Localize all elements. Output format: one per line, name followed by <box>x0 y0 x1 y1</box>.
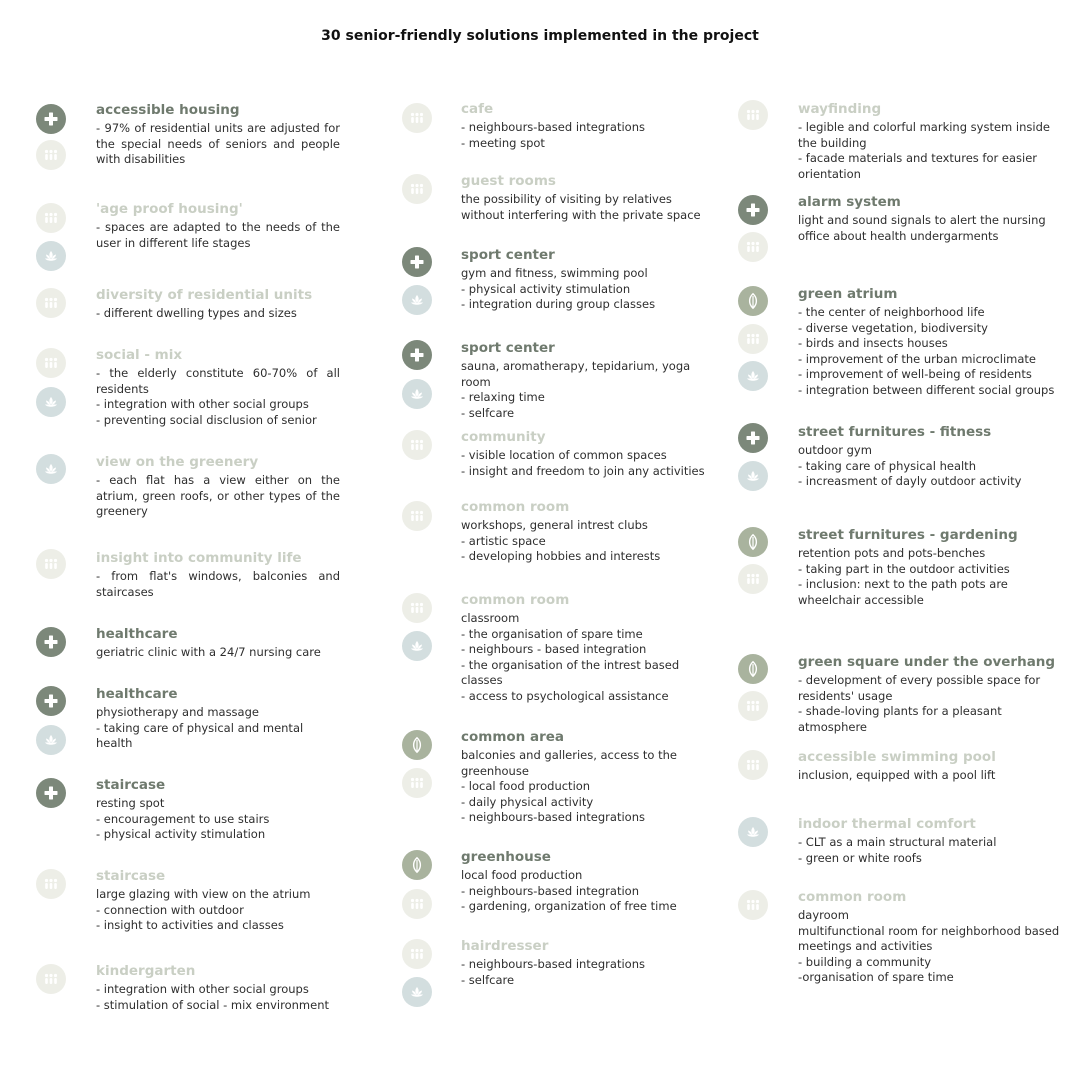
people-icon <box>738 564 768 594</box>
solution-description-line: - taking part in the outdoor activities <box>798 561 1010 576</box>
solution-sport-center <box>461 339 711 421</box>
solution-title: sport center <box>461 247 555 263</box>
lotus-icon <box>36 454 66 484</box>
people-icon <box>402 103 432 133</box>
solution-title: healthcare <box>96 686 178 702</box>
people-icon <box>36 348 66 378</box>
people-icon <box>36 964 66 994</box>
solution-description-line: - insight and freedom to join any activities <box>461 463 705 478</box>
solution-title: staircase <box>96 777 166 793</box>
solution-accessible-swimming-pool <box>798 748 1070 784</box>
health-cross-icon <box>738 423 768 453</box>
lotus-icon <box>36 387 66 417</box>
solution-description-line: - relaxing time <box>461 390 545 404</box>
lotus-icon <box>738 361 768 391</box>
solution-description-line: - spaces are adapted to the needs of the user in different life stages <box>96 220 340 250</box>
health-cross-icon <box>36 686 66 716</box>
solution-description-line: - neighbours-based integrations <box>461 957 645 971</box>
solution-description-line: - shade-loving plants for a pleasant atmosphere <box>798 704 1002 734</box>
solution-description-line: - integration between different social groups <box>798 382 1055 397</box>
lotus-icon <box>738 817 768 847</box>
solution-description-line: - physical activity stimulation <box>96 827 266 841</box>
people-icon <box>36 549 66 579</box>
solution-description-line: resting spot <box>96 796 165 810</box>
solution-title: sport center <box>461 340 555 356</box>
people-icon <box>402 593 432 623</box>
solution-description-line: light and sound signals to alert the nursing office about health undergarments <box>798 213 1046 243</box>
solution-wayfinding <box>798 100 1070 182</box>
solution-green-atrium <box>798 285 1070 398</box>
solution-description-line: - the organisation of the intrest based classes <box>461 657 680 687</box>
solution-description-line: - local food production <box>461 779 591 793</box>
solution-description-line: - neighbours-based integrations <box>461 810 645 824</box>
solution-common-room <box>798 888 1070 986</box>
health-cross-icon <box>402 247 432 277</box>
lotus-icon <box>402 285 432 315</box>
solution-title: accessible housing <box>96 102 240 118</box>
solution-description-line: - inclusion: next to the path pots are wheelchair accessible <box>798 577 1008 607</box>
solution-title: green atrium <box>798 286 898 302</box>
solution-description-line: - the center of neighborhood life <box>798 305 985 319</box>
solution-description-line: - each flat has a view either on the atrium, green roofs, or other types of the greenery <box>96 473 340 518</box>
solution-description-line: - connection with outdoor <box>96 902 244 917</box>
people-icon <box>36 140 66 170</box>
solution-description-line: - increasment of dayly outdoor activity <box>798 474 1022 488</box>
people-icon <box>402 501 432 531</box>
solution-description-line: multifunctional room for neighborhood based meetings and activities <box>798 923 1060 953</box>
solution-description-line: - neighbours-based integration <box>461 883 639 898</box>
solution-kindergarten <box>96 962 340 1013</box>
solution-description-line: - integration with other social groups <box>96 982 309 996</box>
solution-description-line: -organisation of spare time <box>798 970 954 984</box>
people-icon <box>402 939 432 969</box>
leaf-icon <box>402 850 432 880</box>
solution-healthcare <box>96 625 340 661</box>
people-icon <box>36 288 66 318</box>
solution-description-line: - birds and insects houses <box>798 336 948 350</box>
solution-title: common area <box>461 729 565 745</box>
solution-title: green square under the overhang <box>798 654 1056 670</box>
solution-description-line: - development of every possible space for residents' usage <box>798 673 1041 703</box>
solution-title: guest rooms <box>461 173 556 189</box>
solution-description-line: - integration during group classes <box>461 297 656 311</box>
solution-description-line: - diverse vegetation, biodiversity <box>798 320 988 335</box>
solution-title: staircase <box>96 868 166 884</box>
leaf-icon <box>738 527 768 557</box>
health-cross-icon <box>36 104 66 134</box>
solution-title: view on the greenery <box>96 454 259 470</box>
solution-sport-center <box>461 246 711 313</box>
solution-description-line: - gardening, organization of free time <box>461 899 677 913</box>
lotus-icon <box>402 631 432 661</box>
solution-cafe <box>461 100 711 151</box>
health-cross-icon <box>36 627 66 657</box>
solution-description-line: - the elderly constitute 60-70% of all residents <box>96 366 340 396</box>
solution-description-line: workshops, general intrest clubs <box>461 518 648 532</box>
people-icon <box>402 889 432 919</box>
people-icon <box>738 890 768 920</box>
solution-greenhouse <box>461 848 711 915</box>
solution-title: 'age proof housing' <box>96 201 243 217</box>
people-icon <box>738 100 768 130</box>
solution-description-line: - neighbours - based integration <box>461 642 647 656</box>
solution-age-proof-housing <box>96 200 340 251</box>
solution-description-line: - developing hobbies and interests <box>461 549 661 563</box>
solution-social-mix <box>96 346 340 428</box>
solution-description-line: - improvement of well-being of residents <box>798 367 1032 381</box>
solution-title: common room <box>798 889 907 905</box>
solution-title: street furnitures - fitness <box>798 424 992 440</box>
solution-description-line: - preventing social disclusion of senior <box>96 412 317 427</box>
solution-description-line: outdoor gym <box>798 443 872 457</box>
solution-title: common room <box>461 592 570 608</box>
solution-title: common room <box>461 499 570 515</box>
solution-title: diversity of residential units <box>96 287 313 303</box>
solution-title: kindergarten <box>96 963 196 979</box>
solution-description-line: - daily physical activity <box>461 794 594 809</box>
solution-description-line: - insight to activities and classes <box>96 918 284 932</box>
solution-title: community <box>461 429 546 445</box>
solution-indoor-thermal-comfort <box>798 815 1070 866</box>
lotus-icon <box>36 725 66 755</box>
solution-description-line: - visible location of common spaces <box>461 448 667 462</box>
solution-street-furnitures-fitness <box>798 423 1070 490</box>
lotus-icon <box>738 461 768 491</box>
solution-description-line: - stimulation of social - mix environment <box>96 997 330 1012</box>
solution-title: insight into community life <box>96 550 302 566</box>
people-icon <box>402 768 432 798</box>
solution-description-line: - green or white roofs <box>798 850 922 865</box>
solution-description-line: dayroom <box>798 908 849 922</box>
people-icon <box>402 430 432 460</box>
solution-description-line: - building a community <box>798 954 932 969</box>
solution-description-line: - access to psychological assistance <box>461 688 669 703</box>
solution-description-line: - integration with other social groups <box>96 397 309 411</box>
solution-insight-into-community-life <box>96 549 340 600</box>
solution-staircase <box>96 867 340 934</box>
solution-title: social - mix <box>96 347 183 363</box>
leaf-icon <box>738 654 768 684</box>
solution-description-line: the possibility of visiting by relatives without interfering with the private space <box>461 192 701 222</box>
solution-description-line: - from flat's windows, balconies and staircases <box>96 569 340 599</box>
solution-community <box>461 428 711 479</box>
solution-street-furnitures-gardening <box>798 526 1070 608</box>
solution-description-line: - taking care of physical and mental health <box>96 720 304 750</box>
solution-description-line: - meeting spot <box>461 135 545 150</box>
solution-description-line: - 97% of residential units are adjusted for the special needs of seniors and people with disabilities <box>96 121 340 166</box>
solution-title: cafe <box>461 101 494 117</box>
solution-staircase <box>96 776 340 843</box>
solution-description-line: - selfcare <box>461 405 515 420</box>
solution-description-line: - encouragement to use stairs <box>96 811 270 826</box>
people-icon <box>738 691 768 721</box>
solution-description-line: balconies and galleries, access to the greenhouse <box>461 748 677 778</box>
solution-description-line: - legible and colorful marking system inside the building <box>798 120 1050 150</box>
solution-description-line: inclusion, equipped with a pool lift <box>798 768 996 782</box>
people-icon <box>36 869 66 899</box>
solution-diversity-of-residential-units <box>96 286 340 322</box>
solution-description-line: - physical activity stimulation <box>461 281 631 296</box>
solution-title: greenhouse <box>461 849 551 865</box>
leaf-icon <box>738 286 768 316</box>
solution-view-on-the-greenery <box>96 453 340 520</box>
solution-title: alarm system <box>798 194 901 210</box>
people-icon <box>738 324 768 354</box>
solution-description-line: - facade materials and textures for easier orientation <box>798 151 1038 181</box>
solution-description-line: - improvement of the urban microclimate <box>798 351 1036 366</box>
solution-description-line: retention pots and pots-benches <box>798 546 986 560</box>
solution-green-square-under-the-overhang <box>798 653 1070 735</box>
solution-description-line: - CLT as a main structural material <box>798 835 997 849</box>
solution-description-line: - different dwelling types and sizes <box>96 306 297 320</box>
solution-description-line: gym and fitness, swimming pool <box>461 266 648 280</box>
solution-title: accessible swimming pool <box>798 749 996 765</box>
health-cross-icon <box>36 778 66 808</box>
solution-description-line: - artistic space <box>461 533 546 548</box>
solution-title: indoor thermal comfort <box>798 816 976 832</box>
solution-title: hairdresser <box>461 938 549 954</box>
solution-description-line: physiotherapy and massage <box>96 705 259 719</box>
solution-hairdresser <box>461 937 711 988</box>
solution-description-line: - taking care of physical health <box>798 458 976 473</box>
people-icon <box>738 232 768 262</box>
solution-healthcare <box>96 685 340 752</box>
solution-accessible-housing <box>96 101 340 168</box>
lotus-icon <box>402 379 432 409</box>
page-title: 30 senior-friendly solutions implemented in the project <box>321 28 759 44</box>
solution-description-line: sauna, aromatherapy, tepidarium, yoga room <box>461 359 691 389</box>
solution-title: street furnitures - gardening <box>798 527 1018 543</box>
solution-common-room <box>461 591 711 704</box>
lotus-icon <box>402 977 432 1007</box>
health-cross-icon <box>738 195 768 225</box>
solution-guest-rooms <box>461 172 711 223</box>
solution-title: healthcare <box>96 626 178 642</box>
solution-common-area <box>461 728 711 826</box>
solution-description-line: classroom <box>461 611 520 625</box>
solution-description-line: geriatric clinic with a 24/7 nursing care <box>96 645 321 659</box>
leaf-icon <box>402 730 432 760</box>
people-icon <box>402 174 432 204</box>
solution-alarm-system <box>798 193 1070 244</box>
solution-description-line: - selfcare <box>461 972 515 987</box>
people-icon <box>36 203 66 233</box>
solution-title: wayfinding <box>798 101 882 117</box>
solution-description-line: local food production <box>461 868 583 882</box>
solution-common-room <box>461 498 711 565</box>
people-icon <box>738 750 768 780</box>
solution-description-line: large glazing with view on the atrium <box>96 887 311 901</box>
solution-description-line: - the organisation of spare time <box>461 626 643 641</box>
lotus-icon <box>36 241 66 271</box>
solution-description-line: - neighbours-based integrations <box>461 120 645 134</box>
health-cross-icon <box>402 340 432 370</box>
